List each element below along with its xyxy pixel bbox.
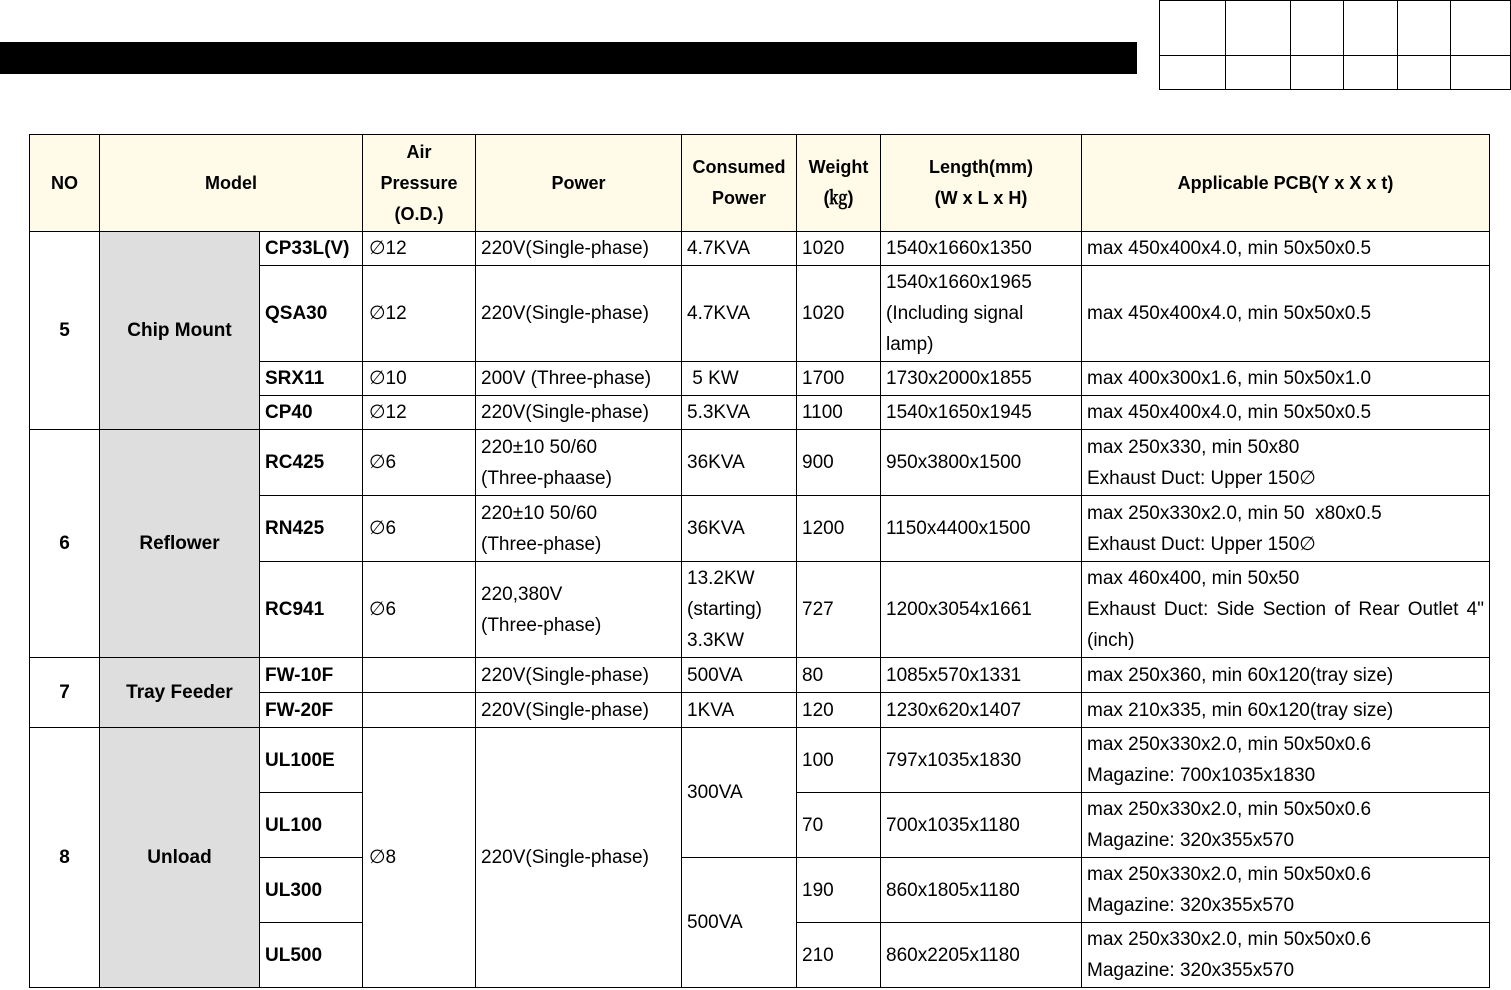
length-cell: 797x1035x1830 (881, 728, 1082, 793)
pcb-cell (1082, 923, 1490, 988)
pcb-cell: max 450x400x4.0, min 50x50x0.5 (1082, 396, 1490, 430)
weight-cell: 70 (797, 793, 881, 858)
title-bar (0, 42, 1137, 74)
group-name: Reflower (100, 430, 260, 658)
header-line: (W x L x H) (934, 188, 1028, 208)
header-line: (㎏) (823, 188, 854, 208)
header-line: Consumed (692, 157, 786, 177)
air-cell: ∅12 (363, 396, 476, 430)
weight-cell: 210 (797, 923, 881, 988)
cell-line: 220,380V (481, 583, 563, 605)
cell-line: Exhaust Duct: Side Section of Rear Outlet 4"(inch) (1087, 599, 1484, 651)
power-cell: 220V(Single-phase) (476, 728, 682, 988)
cell-line: Magazine: 320x355x570 (1087, 960, 1295, 981)
weight-cell: 1020 (797, 232, 881, 266)
model-cell: FW-10F (260, 658, 363, 693)
approval-cell (1398, 1, 1451, 56)
power-cell: 220V(Single-phase) (476, 266, 682, 362)
length-cell: 1150x4400x1500 (881, 496, 1082, 562)
pcb-cell (1082, 562, 1490, 658)
cell-line: Exhaust Duct: Upper 150∅ (1087, 533, 1316, 555)
approval-cell (1344, 1, 1398, 56)
group-name: Unload (100, 728, 260, 988)
consumed-cell: 4.7KVA (682, 232, 797, 266)
weight-cell: 1100 (797, 396, 881, 430)
header-line: Weight (808, 157, 869, 177)
group-number: 8 (30, 728, 100, 988)
cell-line: Magazine: 320x355x570 (1087, 830, 1295, 851)
cell-line: Magazine: 700x1035x1830 (1087, 765, 1316, 786)
approval-grid (1159, 0, 1511, 90)
model-cell: UL100 (260, 793, 363, 858)
weight-cell: 120 (797, 693, 881, 728)
length-cell: 860x1805x1180 (881, 858, 1082, 923)
consumed-cell: 1KVA (682, 693, 797, 728)
cell-line: max 250x330x2.0, min 50x50x0.6 (1087, 734, 1372, 755)
length-cell: 860x2205x1180 (881, 923, 1082, 988)
power-cell (476, 562, 682, 658)
cell-line: max 460x400, min 50x50 (1087, 568, 1300, 589)
approval-cell (1291, 1, 1344, 56)
pcb-cell: max 210x335, min 60x120(tray size) (1082, 693, 1490, 728)
air-cell: ∅6 (363, 430, 476, 496)
group-number: 6 (30, 430, 100, 658)
consumed-cell: 4.7KVA (682, 266, 797, 362)
model-cell: FW-20F (260, 693, 363, 728)
cell-line: (Three-phaase) (481, 467, 612, 489)
approval-cell (1398, 56, 1451, 90)
equipment-spec-table (29, 134, 1490, 988)
air-cell: ∅6 (363, 562, 476, 658)
col-header-air (363, 135, 476, 232)
pcb-cell (1082, 430, 1490, 496)
weight-cell: 190 (797, 858, 881, 923)
cell-line: 220±10 50/60 (481, 502, 598, 524)
weight-cell: 1020 (797, 266, 881, 362)
col-header-consumed (682, 135, 797, 232)
approval-cell (1225, 56, 1291, 90)
col-header-pcb: Applicable PCB(Y x X x t) (1082, 135, 1490, 232)
group-name: Chip Mount (100, 232, 260, 430)
weight-cell: 900 (797, 430, 881, 496)
group-number: 7 (30, 658, 100, 728)
approval-cell (1160, 1, 1226, 56)
approval-cell (1451, 56, 1511, 90)
consumed-cell: 5 KW (682, 362, 797, 396)
approval-cell (1225, 1, 1291, 56)
length-cell: 1230x620x1407 (881, 693, 1082, 728)
cell-line: max 250x330x2.0, min 50 x80x0.5 (1087, 502, 1382, 524)
power-cell (476, 430, 682, 496)
approval-cell (1160, 56, 1226, 90)
pcb-cell: max 450x400x4.0, min 50x50x0.5 (1082, 232, 1490, 266)
table-row (30, 658, 1490, 693)
power-cell: 220V(Single-phase) (476, 693, 682, 728)
model-cell: RN425 (260, 496, 363, 562)
power-cell: 200V (Three-phase) (476, 362, 682, 396)
col-header-model: Model (100, 135, 363, 232)
approval-cell (1291, 56, 1344, 90)
air-cell (363, 658, 476, 693)
cell-line: 220±10 50/60 (481, 436, 598, 458)
header-line: (O.D.) (394, 203, 444, 224)
length-cell: 1730x2000x1855 (881, 362, 1082, 396)
power-cell: 220V(Single-phase) (476, 658, 682, 693)
cell-line: Exhaust Duct: Upper 150∅ (1087, 467, 1316, 489)
header-line: Air (406, 141, 432, 162)
air-cell: ∅12 (363, 232, 476, 266)
cell-line: Magazine: 320x355x570 (1087, 895, 1295, 916)
header-line: Power (711, 188, 767, 208)
length-cell: 1200x3054x1661 (881, 562, 1082, 658)
header-line: Length(mm) (929, 157, 1033, 177)
pcb-cell: max 250x360, min 60x120(tray size) (1082, 658, 1490, 693)
cell-line: (Including signal (886, 303, 1024, 324)
weight-cell: 1200 (797, 496, 881, 562)
weight-cell: 727 (797, 562, 881, 658)
cell-line: max 250x330x2.0, min 50x50x0.6 (1087, 799, 1372, 820)
model-cell: UL500 (260, 923, 363, 988)
length-cell: 1540x1660x1350 (881, 232, 1082, 266)
model-cell: UL300 (260, 858, 363, 923)
col-header-power: Power (476, 135, 682, 232)
cell-line: (starting) (687, 599, 762, 620)
length-cell: 1540x1650x1945 (881, 396, 1082, 430)
power-cell: 220V(Single-phase) (476, 232, 682, 266)
table-row (30, 232, 1490, 266)
cell-line: lamp) (886, 334, 934, 355)
pcb-cell (1082, 496, 1490, 562)
cell-line: 3.3KW (687, 630, 745, 651)
air-cell (363, 693, 476, 728)
weight-cell: 100 (797, 728, 881, 793)
length-cell: 950x3800x1500 (881, 430, 1082, 496)
power-cell (476, 496, 682, 562)
pcb-cell (1082, 728, 1490, 793)
header-row (30, 135, 1490, 232)
pcb-cell: max 400x300x1.6, min 50x50x1.0 (1082, 362, 1490, 396)
consumed-cell: 5.3KVA (682, 396, 797, 430)
consumed-cell: 500VA (682, 658, 797, 693)
consumed-cell (682, 562, 797, 658)
header-line: Pressure (380, 172, 458, 193)
power-cell: 220V(Single-phase) (476, 396, 682, 430)
cell-line: 13.2KW (687, 568, 755, 589)
approval-cell (1344, 56, 1398, 90)
pcb-cell (1082, 793, 1490, 858)
table-row (30, 430, 1490, 496)
model-cell: RC425 (260, 430, 363, 496)
cell-line: (Three-phase) (481, 533, 602, 555)
consumed-cell: 300VA (682, 728, 797, 858)
pcb-cell (1082, 858, 1490, 923)
length-cell: 1085x570x1331 (881, 658, 1082, 693)
cell-line: 1540x1660x1965 (886, 272, 1032, 293)
col-header-no: NO (30, 135, 100, 232)
weight-cell: 1700 (797, 362, 881, 396)
air-cell: ∅8 (363, 728, 476, 988)
cell-line: max 250x330x2.0, min 50x50x0.6 (1087, 864, 1372, 885)
model-cell: CP33L(V) (260, 232, 363, 266)
approval-cell (1451, 1, 1511, 56)
cell-line: max 250x330, min 50x80 (1087, 436, 1300, 458)
table-row (30, 728, 1490, 793)
cell-line: (Three-phase) (481, 614, 602, 636)
length-cell (881, 266, 1082, 362)
consumed-cell: 36KVA (682, 430, 797, 496)
pcb-cell: max 450x400x4.0, min 50x50x0.5 (1082, 266, 1490, 362)
group-number: 5 (30, 232, 100, 430)
col-header-weight (797, 135, 881, 232)
air-cell: ∅10 (363, 362, 476, 396)
consumed-cell: 500VA (682, 858, 797, 988)
length-cell: 700x1035x1180 (881, 793, 1082, 858)
model-cell: UL100E (260, 728, 363, 793)
col-header-length (881, 135, 1082, 232)
model-cell: QSA30 (260, 266, 363, 362)
model-cell: CP40 (260, 396, 363, 430)
weight-cell: 80 (797, 658, 881, 693)
group-name: Tray Feeder (100, 658, 260, 728)
air-cell: ∅6 (363, 496, 476, 562)
model-cell: SRX11 (260, 362, 363, 396)
air-cell: ∅12 (363, 266, 476, 362)
cell-line: max 250x330x2.0, min 50x50x0.6 (1087, 929, 1372, 950)
consumed-cell: 36KVA (682, 496, 797, 562)
model-cell: RC941 (260, 562, 363, 658)
